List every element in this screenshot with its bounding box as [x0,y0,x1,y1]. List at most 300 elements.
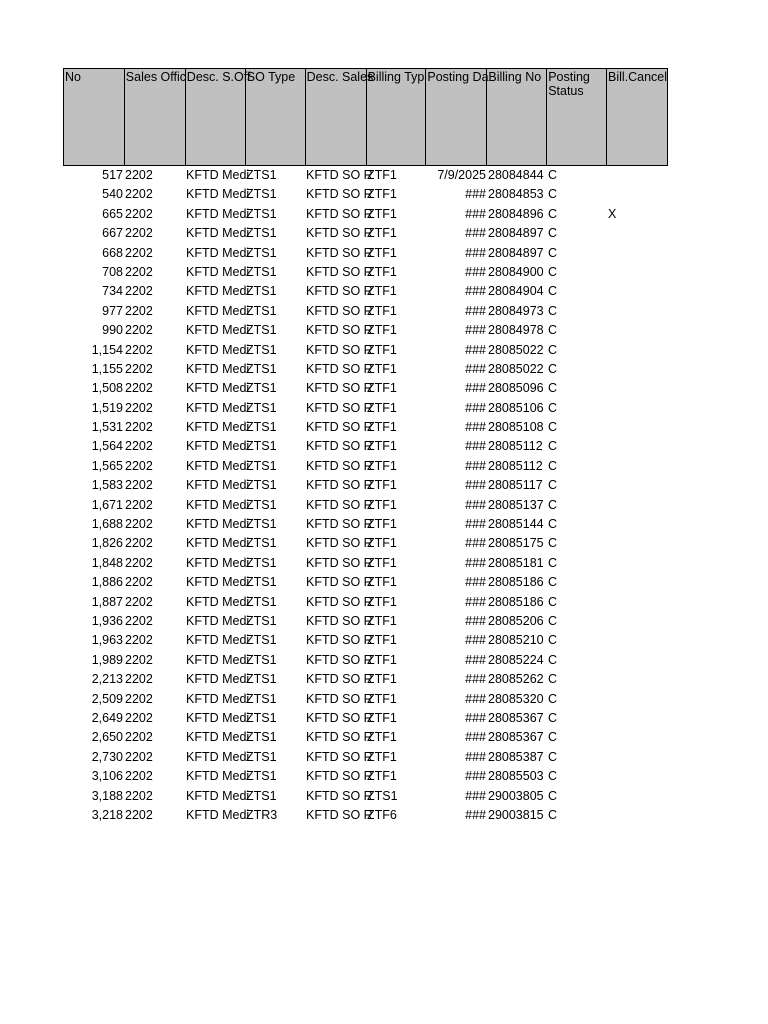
cell-billing-type[interactable]: ZTF1 [367,497,397,512]
header-sales-office[interactable]: Sales Offic [125,69,186,165]
cell-bill-cancel[interactable] [607,534,668,553]
cell-so-type[interactable]: ZTS1 [246,187,277,202]
cell-posting-status[interactable]: C [548,575,558,590]
cell-billing-type[interactable]: ZTF6 [367,807,397,822]
cell-desc-sales-office[interactable]: KFTD Medi [186,439,250,454]
cell-posting-date[interactable]: ### [465,342,486,357]
header-no[interactable]: No [64,69,125,165]
cell-bill-cancel[interactable] [607,418,668,437]
cell-sales-office[interactable]: 2202 [125,613,153,628]
cell-sales-office[interactable]: 2202 [125,788,153,803]
cell-desc-sales-office[interactable]: KFTD Medi [186,749,250,764]
cell-billing-no[interactable]: 29003815 [488,807,544,822]
cell-billing-no[interactable]: 28085137 [488,497,544,512]
cell-desc-sales[interactable]: KFTD SO R [306,264,373,279]
cell-billing-no[interactable]: 28085262 [488,672,544,687]
header-bill-cancel[interactable]: Bill.Cancel [607,69,668,165]
cell-sales-office[interactable]: 2202 [125,652,153,667]
cell-billing-type[interactable]: ZTF1 [367,575,397,590]
cell-desc-sales-office[interactable]: KFTD Medi [186,710,250,725]
cell-so-type[interactable]: ZTS1 [246,672,277,687]
cell-posting-status[interactable]: C [548,284,558,299]
cell-so-type[interactable]: ZTS1 [246,691,277,706]
cell-billing-type[interactable]: ZTF1 [367,613,397,628]
cell-bill-cancel[interactable] [607,515,668,534]
cell-posting-date[interactable]: ### [465,458,486,473]
cell-desc-sales[interactable]: KFTD SO R [306,478,373,493]
cell-billing-no[interactable]: 28084896 [488,206,544,221]
cell-bill-cancel[interactable] [607,263,668,282]
cell-posting-date[interactable]: ### [465,769,486,784]
cell-billing-type[interactable]: ZTF1 [367,206,397,221]
cell-billing-no[interactable]: 28085181 [488,555,544,570]
cell-desc-sales-office[interactable]: KFTD Medi [186,226,250,241]
cell-sales-office[interactable]: 2202 [125,168,153,182]
cell-sales-office[interactable]: 2202 [125,303,153,318]
cell-so-type[interactable]: ZTS1 [246,168,277,182]
cell-no[interactable]: 1,565 [91,458,123,473]
cell-desc-sales[interactable]: KFTD SO R [306,226,373,241]
cell-bill-cancel[interactable] [607,573,668,592]
cell-posting-status[interactable]: C [548,769,558,784]
cell-posting-date[interactable]: ### [465,633,486,648]
cell-posting-status[interactable]: C [548,245,558,260]
cell-posting-date[interactable]: ### [465,323,486,338]
cell-desc-sales-office[interactable]: KFTD Medi [186,769,250,784]
cell-no[interactable]: 1,848 [91,555,123,570]
cell-posting-status[interactable]: C [548,187,558,202]
cell-billing-type[interactable]: ZTF1 [367,730,397,745]
cell-so-type[interactable]: ZTS1 [246,206,277,221]
cell-so-type[interactable]: ZTS1 [246,420,277,435]
cell-no[interactable]: 990 [102,323,123,338]
cell-desc-sales[interactable]: KFTD SO R [306,245,373,260]
cell-billing-no[interactable]: 28085367 [488,710,544,725]
cell-billing-no[interactable]: 28084853 [488,187,544,202]
cell-so-type[interactable]: ZTS1 [246,652,277,667]
cell-desc-sales[interactable]: KFTD SO R [306,361,373,376]
cell-sales-office[interactable]: 2202 [125,400,153,415]
cell-desc-sales-office[interactable]: KFTD Medi [186,342,250,357]
cell-no[interactable]: 1,531 [91,420,123,435]
cell-posting-date[interactable]: ### [465,730,486,745]
cell-posting-date[interactable]: ### [465,672,486,687]
cell-sales-office[interactable]: 2202 [125,206,153,221]
cell-billing-type[interactable]: ZTF1 [367,381,397,396]
cell-bill-cancel[interactable] [607,787,668,806]
cell-so-type[interactable]: ZTS1 [246,400,277,415]
cell-posting-date[interactable]: ### [465,497,486,512]
cell-bill-cancel[interactable] [607,670,668,689]
cell-bill-cancel[interactable] [607,554,668,573]
cell-billing-no[interactable]: 28084904 [488,284,544,299]
cell-sales-office[interactable]: 2202 [125,769,153,784]
cell-desc-sales[interactable]: KFTD SO R [306,206,373,221]
cell-no[interactable]: 708 [102,264,123,279]
cell-desc-sales-office[interactable]: KFTD Medi [186,633,250,648]
cell-sales-office[interactable]: 2202 [125,555,153,570]
cell-no[interactable]: 1,688 [91,517,123,532]
cell-posting-date[interactable]: ### [465,206,486,221]
cell-posting-status[interactable]: C [548,323,558,338]
cell-posting-status[interactable]: C [548,555,558,570]
cell-sales-office[interactable]: 2202 [125,517,153,532]
cell-desc-sales[interactable]: KFTD SO R [306,381,373,396]
cell-no[interactable]: 1,826 [91,536,123,551]
cell-posting-date[interactable]: ### [465,303,486,318]
cell-posting-status[interactable]: C [548,807,558,822]
cell-posting-status[interactable]: C [548,517,558,532]
cell-posting-status[interactable]: C [548,497,558,512]
cell-desc-sales[interactable]: KFTD SO R [306,517,373,532]
cell-desc-sales[interactable]: KFTD SO R [306,187,373,202]
cell-desc-sales-office[interactable]: KFTD Medi [186,303,250,318]
cell-billing-type[interactable]: ZTF1 [367,226,397,241]
cell-desc-sales-office[interactable]: KFTD Medi [186,555,250,570]
cell-desc-sales[interactable]: KFTD SO R [306,672,373,687]
cell-sales-office[interactable]: 2202 [125,478,153,493]
cell-desc-sales[interactable]: KFTD SO R [306,342,373,357]
cell-so-type[interactable]: ZTS1 [246,633,277,648]
cell-billing-no[interactable]: 28084900 [488,264,544,279]
cell-bill-cancel[interactable] [607,321,668,340]
cell-posting-date[interactable]: ### [465,749,486,764]
cell-posting-date[interactable]: ### [465,613,486,628]
cell-so-type[interactable]: ZTS1 [246,342,277,357]
cell-desc-sales-office[interactable]: KFTD Medi [186,245,250,260]
cell-billing-no[interactable]: 28084897 [488,226,544,241]
cell-posting-status[interactable]: C [548,439,558,454]
cell-no[interactable]: 3,188 [91,788,123,803]
cell-so-type[interactable]: ZTS1 [246,458,277,473]
cell-billing-type[interactable]: ZTF1 [367,478,397,493]
cell-posting-status[interactable]: C [548,633,558,648]
cell-billing-no[interactable]: 28084897 [488,245,544,260]
cell-posting-status[interactable]: C [548,749,558,764]
header-posting-status[interactable]: Posting Status [547,69,607,165]
cell-desc-sales-office[interactable]: KFTD Medi [186,187,250,202]
cell-sales-office[interactable]: 2202 [125,749,153,764]
cell-posting-date[interactable]: ### [465,710,486,725]
cell-bill-cancel[interactable] [607,282,668,301]
cell-billing-no[interactable]: 28085186 [488,594,544,609]
cell-billing-no[interactable]: 28085210 [488,633,544,648]
cell-posting-date[interactable]: ### [465,691,486,706]
cell-bill-cancel[interactable] [607,302,668,321]
cell-posting-status[interactable]: C [548,458,558,473]
cell-posting-status[interactable]: C [548,788,558,803]
cell-billing-type[interactable]: ZTF1 [367,342,397,357]
cell-posting-status[interactable]: C [548,420,558,435]
cell-desc-sales-office[interactable]: KFTD Medi [186,807,250,822]
cell-posting-status[interactable]: C [548,730,558,745]
header-so-type[interactable]: SO Type [246,69,306,165]
cell-desc-sales[interactable]: KFTD SO R [306,458,373,473]
cell-posting-date[interactable]: ### [465,594,486,609]
cell-so-type[interactable]: ZTS1 [246,730,277,745]
cell-posting-status[interactable]: C [548,264,558,279]
cell-desc-sales[interactable]: KFTD SO R [306,555,373,570]
cell-desc-sales-office[interactable]: KFTD Medi [186,206,250,221]
cell-desc-sales-office[interactable]: KFTD Medi [186,284,250,299]
cell-posting-date[interactable]: ### [465,381,486,396]
cell-desc-sales[interactable]: KFTD SO R [306,594,373,609]
cell-bill-cancel[interactable] [607,185,668,204]
cell-sales-office[interactable]: 2202 [125,575,153,590]
cell-billing-type[interactable]: ZTF1 [367,594,397,609]
cell-sales-office[interactable]: 2202 [125,226,153,241]
cell-desc-sales[interactable]: KFTD SO R [306,497,373,512]
cell-no[interactable]: 2,649 [91,710,123,725]
cell-billing-no[interactable]: 28085106 [488,400,544,415]
cell-so-type[interactable]: ZTS1 [246,303,277,318]
cell-no[interactable]: 3,218 [91,807,123,822]
cell-bill-cancel[interactable] [607,341,668,360]
cell-posting-status[interactable]: C [548,381,558,396]
cell-desc-sales-office[interactable]: KFTD Medi [186,361,250,376]
cell-billing-no[interactable]: 28085144 [488,517,544,532]
cell-so-type[interactable]: ZTS1 [246,478,277,493]
cell-no[interactable]: 2,730 [91,749,123,764]
cell-posting-date[interactable]: ### [465,517,486,532]
cell-posting-date[interactable]: ### [465,264,486,279]
cell-sales-office[interactable]: 2202 [125,381,153,396]
cell-bill-cancel[interactable] [607,476,668,495]
cell-desc-sales[interactable]: KFTD SO R [306,439,373,454]
cell-so-type[interactable]: ZTS1 [246,381,277,396]
cell-billing-type[interactable]: ZTF1 [367,458,397,473]
cell-posting-date[interactable]: ### [465,807,486,822]
cell-billing-type[interactable]: ZTF1 [367,710,397,725]
cell-no[interactable]: 1,887 [91,594,123,609]
cell-no[interactable]: 734 [102,284,123,299]
cell-no[interactable]: 2,213 [91,672,123,687]
cell-desc-sales-office[interactable]: KFTD Medi [186,652,250,667]
cell-desc-sales[interactable]: KFTD SO R [306,691,373,706]
cell-bill-cancel[interactable] [607,806,668,825]
header-desc-sales[interactable]: Desc. Sales [306,69,367,165]
cell-posting-status[interactable]: C [548,400,558,415]
cell-bill-cancel[interactable] [607,767,668,786]
cell-desc-sales[interactable]: KFTD SO R [306,303,373,318]
cell-billing-type[interactable]: ZTS1 [367,788,398,803]
cell-posting-status[interactable]: C [548,226,558,241]
cell-so-type[interactable]: ZTS1 [246,517,277,532]
cell-sales-office[interactable]: 2202 [125,323,153,338]
cell-bill-cancel[interactable] [607,437,668,456]
cell-bill-cancel[interactable] [607,496,668,515]
cell-desc-sales-office[interactable]: KFTD Medi [186,381,250,396]
cell-sales-office[interactable]: 2202 [125,187,153,202]
cell-no[interactable]: 1,583 [91,478,123,493]
cell-posting-status[interactable]: C [548,478,558,493]
cell-no[interactable]: 667 [102,226,123,241]
cell-billing-type[interactable]: ZTF1 [367,264,397,279]
cell-posting-date[interactable]: ### [465,788,486,803]
cell-billing-no[interactable]: 28085387 [488,749,544,764]
cell-desc-sales[interactable]: KFTD SO R [306,710,373,725]
cell-bill-cancel[interactable] [607,379,668,398]
cell-bill-cancel[interactable] [607,457,668,476]
cell-billing-type[interactable]: ZTF1 [367,168,397,182]
cell-no[interactable]: 1,989 [91,652,123,667]
cell-no[interactable]: 2,650 [91,730,123,745]
cell-posting-date[interactable]: ### [465,652,486,667]
header-billing-type[interactable]: Billing Typ [367,69,427,165]
cell-posting-date[interactable]: ### [465,536,486,551]
cell-desc-sales[interactable]: KFTD SO R [306,420,373,435]
cell-posting-date[interactable]: ### [465,284,486,299]
cell-posting-date[interactable]: ### [465,400,486,415]
cell-billing-no[interactable]: 28085320 [488,691,544,706]
cell-billing-type[interactable]: ZTF1 [367,245,397,260]
cell-sales-office[interactable]: 2202 [125,672,153,687]
cell-no[interactable]: 1,155 [91,361,123,376]
cell-so-type[interactable]: ZTS1 [246,226,277,241]
cell-posting-status[interactable]: C [548,594,558,609]
cell-desc-sales[interactable]: KFTD SO R [306,323,373,338]
cell-billing-type[interactable]: ZTF1 [367,420,397,435]
cell-posting-status[interactable]: C [548,613,558,628]
cell-billing-no[interactable]: 28085503 [488,769,544,784]
cell-desc-sales-office[interactable]: KFTD Medi [186,691,250,706]
cell-so-type[interactable]: ZTS1 [246,575,277,590]
cell-posting-date[interactable]: ### [465,245,486,260]
cell-desc-sales-office[interactable]: KFTD Medi [186,594,250,609]
cell-posting-status[interactable]: C [548,672,558,687]
cell-desc-sales-office[interactable]: KFTD Medi [186,478,250,493]
cell-desc-sales-office[interactable]: KFTD Medi [186,400,250,415]
cell-desc-sales-office[interactable]: KFTD Medi [186,672,250,687]
cell-billing-type[interactable]: ZTF1 [367,400,397,415]
cell-bill-cancel[interactable] [607,651,668,670]
cell-no[interactable]: 1,886 [91,575,123,590]
cell-so-type[interactable]: ZTS1 [246,536,277,551]
cell-desc-sales[interactable]: KFTD SO R [306,575,373,590]
cell-billing-type[interactable]: ZTF1 [367,536,397,551]
cell-no[interactable]: 1,564 [91,439,123,454]
cell-billing-type[interactable]: ZTF1 [367,749,397,764]
cell-bill-cancel[interactable]: X [608,206,617,221]
cell-desc-sales[interactable]: KFTD SO R [306,536,373,551]
cell-bill-cancel[interactable] [607,690,668,709]
cell-so-type[interactable]: ZTS1 [246,788,277,803]
cell-no[interactable]: 540 [102,187,123,202]
cell-no[interactable]: 1,519 [91,400,123,415]
cell-bill-cancel[interactable] [607,612,668,631]
cell-so-type[interactable]: ZTR3 [246,807,278,822]
cell-sales-office[interactable]: 2202 [125,594,153,609]
cell-sales-office[interactable]: 2202 [125,361,153,376]
cell-desc-sales-office[interactable]: KFTD Medi [186,788,250,803]
cell-billing-no[interactable]: 28085186 [488,575,544,590]
cell-so-type[interactable]: ZTS1 [246,613,277,628]
cell-no[interactable]: 1,154 [91,342,123,357]
cell-sales-office[interactable]: 2202 [125,730,153,745]
cell-so-type[interactable]: ZTS1 [246,594,277,609]
cell-desc-sales-office[interactable]: KFTD Medi [186,730,250,745]
cell-billing-no[interactable]: 28085112 [488,458,543,473]
cell-sales-office[interactable]: 2202 [125,439,153,454]
cell-so-type[interactable]: ZTS1 [246,245,277,260]
cell-desc-sales[interactable]: KFTD SO R [306,788,373,803]
cell-desc-sales[interactable]: KFTD SO R [306,613,373,628]
cell-desc-sales[interactable]: KFTD SO R [306,730,373,745]
cell-desc-sales-office[interactable]: KFTD Medi [186,517,250,532]
cell-posting-status[interactable]: C [548,303,558,318]
cell-so-type[interactable]: ZTS1 [246,769,277,784]
cell-billing-no[interactable]: 28085022 [488,342,544,357]
cell-posting-date[interactable]: ### [465,420,486,435]
header-posting-date[interactable]: Posting Da [426,69,487,165]
cell-posting-date[interactable]: ### [465,226,486,241]
cell-bill-cancel[interactable] [607,593,668,612]
cell-posting-date[interactable]: ### [465,187,486,202]
cell-posting-date[interactable]: 7/9/2025 [437,168,486,182]
cell-posting-date[interactable]: ### [465,575,486,590]
cell-no[interactable]: 2,509 [91,691,123,706]
cell-billing-no[interactable]: 28085108 [488,420,544,435]
cell-bill-cancel[interactable] [607,224,668,243]
cell-so-type[interactable]: ZTS1 [246,323,277,338]
cell-so-type[interactable]: ZTS1 [246,264,277,279]
cell-desc-sales[interactable]: KFTD SO R [306,400,373,415]
cell-billing-type[interactable]: ZTF1 [367,284,397,299]
cell-posting-status[interactable]: C [548,361,558,376]
cell-desc-sales-office[interactable]: KFTD Medi [186,168,250,182]
cell-so-type[interactable]: ZTS1 [246,497,277,512]
cell-desc-sales-office[interactable]: KFTD Medi [186,536,250,551]
cell-no[interactable]: 977 [102,303,123,318]
cell-so-type[interactable]: ZTS1 [246,555,277,570]
cell-billing-type[interactable]: ZTF1 [367,769,397,784]
cell-sales-office[interactable]: 2202 [125,497,153,512]
cell-no[interactable]: 1,936 [91,613,123,628]
cell-desc-sales-office[interactable]: KFTD Medi [186,497,250,512]
cell-no[interactable]: 3,106 [91,769,123,784]
cell-bill-cancel[interactable] [607,631,668,650]
cell-bill-cancel[interactable] [607,166,668,185]
cell-sales-office[interactable]: 2202 [125,458,153,473]
cell-billing-no[interactable]: 28085022 [488,361,544,376]
cell-billing-type[interactable]: ZTF1 [367,691,397,706]
cell-bill-cancel[interactable] [607,728,668,747]
cell-billing-no[interactable]: 28085117 [488,478,543,493]
cell-bill-cancel[interactable] [607,244,668,263]
cell-billing-type[interactable]: ZTF1 [367,361,397,376]
cell-no[interactable]: 1,508 [91,381,123,396]
cell-desc-sales[interactable]: KFTD SO R [306,749,373,764]
cell-so-type[interactable]: ZTS1 [246,710,277,725]
cell-billing-no[interactable]: 28085367 [488,730,544,745]
cell-bill-cancel[interactable] [607,399,668,418]
cell-billing-type[interactable]: ZTF1 [367,517,397,532]
cell-posting-status[interactable]: C [548,710,558,725]
cell-so-type[interactable]: ZTS1 [246,749,277,764]
cell-billing-type[interactable]: ZTF1 [367,555,397,570]
cell-sales-office[interactable]: 2202 [125,342,153,357]
cell-posting-status[interactable]: C [548,206,558,221]
cell-billing-no[interactable]: 29003805 [488,788,544,803]
cell-billing-no[interactable]: 28085175 [488,536,544,551]
cell-posting-status[interactable]: C [548,342,558,357]
cell-sales-office[interactable]: 2202 [125,245,153,260]
cell-no[interactable]: 1,671 [91,497,123,512]
cell-so-type[interactable]: ZTS1 [246,439,277,454]
cell-posting-status[interactable]: C [548,536,558,551]
cell-sales-office[interactable]: 2202 [125,536,153,551]
cell-no[interactable]: 1,963 [91,633,123,648]
